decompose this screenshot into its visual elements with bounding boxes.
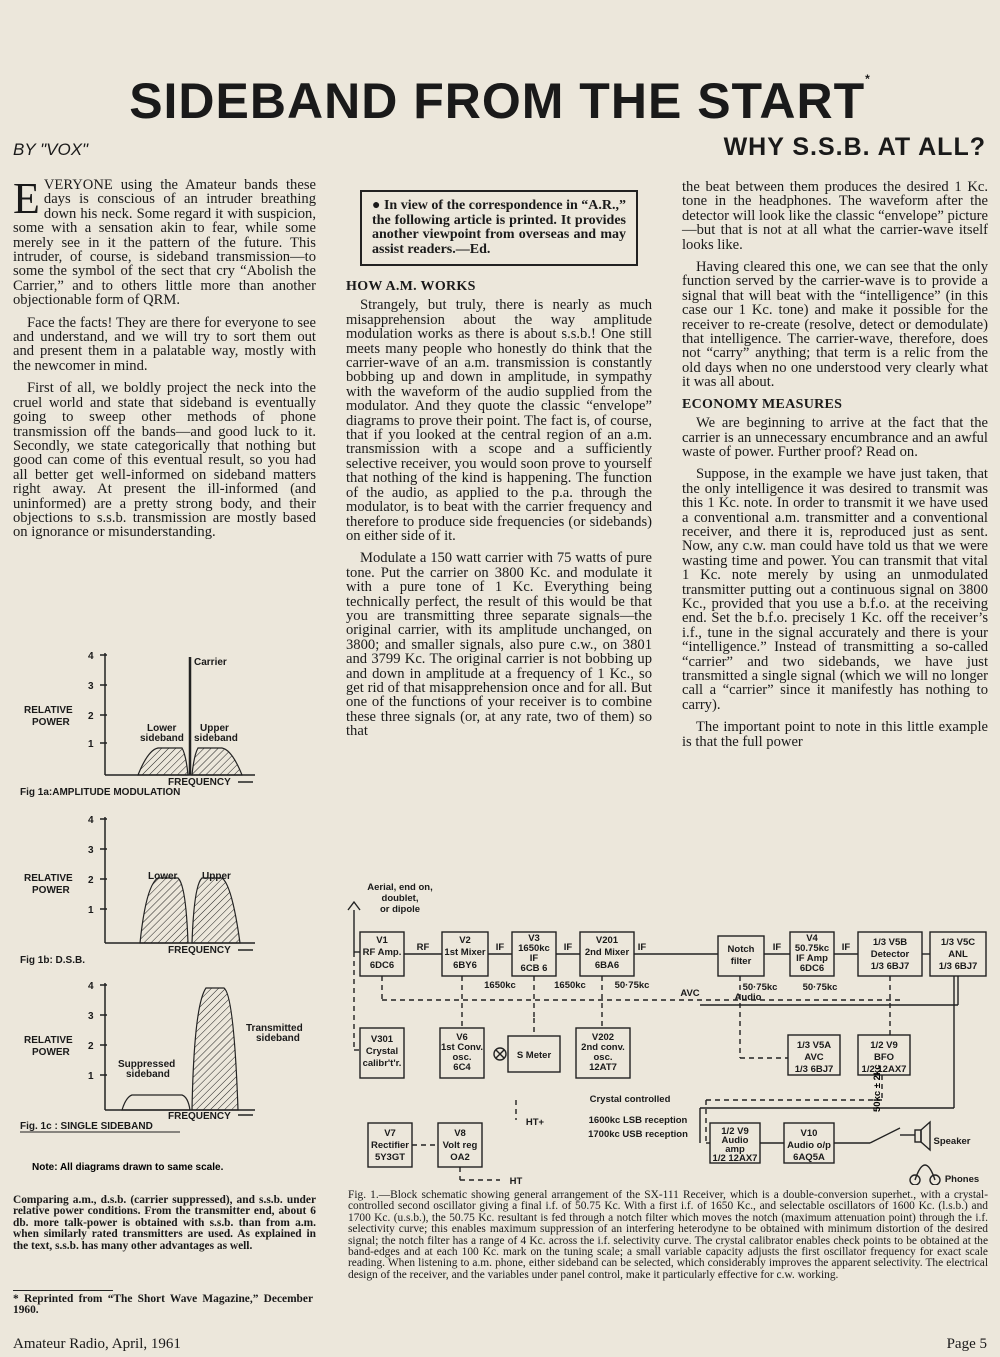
footer-page-number: Page 5 [946, 1336, 987, 1352]
block-v7: V7 [384, 1128, 396, 1139]
tick-label: 1 [88, 739, 94, 750]
svg-text:1st Mixer: 1st Mixer [444, 947, 486, 958]
axis-label: POWER [32, 717, 70, 728]
transmitted-label: sideband [256, 1033, 300, 1044]
column-3 [682, 180, 988, 757]
column-2 [346, 190, 652, 747]
svg-text:RF: RF [416, 942, 430, 953]
usb-label: 1700kc USB reception [588, 1129, 688, 1140]
svg-text:1/2 12AX7: 1/2 12AX7 [861, 1064, 907, 1075]
block-v4: V4 [806, 933, 818, 944]
svg-text:IF: IF [772, 942, 782, 953]
block-v202: V202 [591, 1032, 615, 1043]
svg-text:1/2 12AX7: 1/2 12AX7 [712, 1153, 758, 1164]
byline: BY "VOX" [13, 140, 89, 159]
figure-caption: Fig. 1.—Block schematic showing general arrangement of the SX-111 Receiver, which is a double-conversion superhet., with a crystal-controlled second oscillator giving a final i.f. of 50.75 Kc. With a first i.f. of 1650 Kc., and selectable oscillators of 1600 Kc. (l.s.b.) and 1700 Kc. (u.s.b.), the 50.75 Kc. resultant is fed through a notch filter which moves the notch (maximum attenuation point) through the i.f. selectivity curve; this enables maximum suppression of an interfering heterodyne to be obtained with minimum distortion of the desired signal; the notch filter has a range of 4 Kc. across the i.f. selectivity curve. The crystal calibrator enables check points to be obtained at the band-edges and at each 100 Kc. mark on the tuning scale; a small variable capacity adjusts the first oscillator frequency for exact scale reading. When listening to a.m. phone, either sideband can be selected, which considerably improves the apparent selectivity. The electrical design of the receiver, and the variables under panel control, make it particularly effective for c.w. working. [348, 1189, 988, 1281]
svg-text:2nd conv.: 2nd conv. [581, 1042, 625, 1053]
svg-text:1650kc: 1650kc [518, 943, 550, 954]
upper-label: Upper [202, 871, 231, 882]
paragraph: EVERYONE using the Amateur bands these days is conscious of an intruder breathing down his neck. Some regard it with suspicion, some with a sensation akin to fear, while some merely see in it the pattern of the future. This intruder, of course, is sideband transmission—to some the symbol of the sect that cry “Abolish the Carrier,” and to others little more than another objectionable form of QRM. [13, 174, 316, 309]
svg-text:1650kc: 1650kc [484, 980, 516, 991]
svg-text:AVC: AVC [804, 1052, 824, 1063]
svg-text:OA2: OA2 [450, 1152, 470, 1163]
lower-label: sideband [140, 733, 184, 744]
section-heading: ECONOMY MEASURES [682, 396, 843, 412]
block-v9-audio: 1/2 V9 [721, 1126, 749, 1137]
drop-cap: E [13, 174, 40, 223]
transmitted-label: Transmitted [246, 1023, 303, 1034]
svg-text:2nd Mixer: 2nd Mixer [584, 947, 630, 958]
svg-text:6C4: 6C4 [453, 1062, 471, 1073]
svg-text:6DC6: 6DC6 [799, 963, 825, 974]
block-v9-bfo: 1/2 V9 [870, 1040, 898, 1051]
block-v201: V201 [595, 935, 619, 946]
htplus-label: HT+ [525, 1117, 545, 1128]
footer-publication: Amateur Radio, April, 1961 [13, 1336, 181, 1352]
axis-label: RELATIVE [24, 705, 73, 716]
svg-text:4: 4 [88, 815, 94, 826]
svg-text:amp: amp [725, 1144, 745, 1155]
svg-text:IF: IF [563, 942, 573, 953]
bfo-frequency-label: 50kc ± 2kc [872, 1064, 883, 1112]
sideband-figures [10, 645, 330, 1185]
column-1 [13, 174, 316, 548]
svg-text:3: 3 [88, 845, 94, 856]
svg-text:Detector: Detector [870, 949, 910, 960]
paragraph: Suppose, in the example we have just taken, that the only intelligence it was desired to transmit was this 1 Kc. note. In order to transmit it we have used a conventional a.m. transmitter and a conventional receiver, and there it is, reproduced just as sent. Now, any c.w. man could have told us that we were wasting time and power. You can transmit that vital 1 Kc. note merely by using an unmodulated transmitter putting out a continuous signal on 3800 Kc., provided that you use a b.f.o. at the receiving end. Set the b.f.o. precisely 1 Kc. off the receiver’s i.f., tune in the signal accurately and there is your “intelligence.” Instead of transmitting a so-called “carrier” and two sidebands, we have just transmitted a single signal (which we will no longer call a “carrier” since it manifestly has nothing to carry). [682, 466, 988, 713]
frequency-label: FREQUENCY [168, 777, 231, 788]
tick-label: 3 [88, 681, 94, 692]
svg-text:50·75kc: 50·75kc [742, 982, 778, 993]
block-v10: V10 [800, 1128, 818, 1139]
svg-text:1/3 6BJ7: 1/3 6BJ7 [870, 961, 910, 972]
aerial-label: Aerial, end on, [367, 882, 433, 893]
svg-text:RF Amp.: RF Amp. [362, 947, 402, 958]
paragraph: Strangely, but truly, there is nearly as much misapprehension about the way amplitude modulation works as there is about s.s.b.! One still meets many people who honestly do think that the carrier-wave of an a.m. transmission is constantly bobbing up and down in amplitude, in sympathy with the waveform of the audio supplied from the modulator. And they quote the classic “envelope” diagrams to prove their point. The fact is, of course, that if you looked at the central region of an a.m. transmission with a scope and a sufficiently selective receiver, you would soon prove to yourself that nothing of the kind is happening. The function of the audio, as applied to the p.a. through the modulator, is to beat with the carrier frequency and therefore to produce side frequencies (or sidebands) on either side of it. [346, 297, 652, 544]
svg-text:osc.: osc. [593, 1052, 613, 1063]
svg-text:1650kc: 1650kc [554, 980, 586, 991]
tick-label: 2 [88, 711, 94, 722]
axis-label: RELATIVE [24, 1035, 73, 1046]
frequency-label: FREQUENCY [168, 1111, 231, 1122]
svg-text:filter: filter [730, 956, 752, 967]
block-v6: V6 [456, 1032, 468, 1043]
svg-text:6AQ5A: 6AQ5A [793, 1152, 825, 1163]
paragraph: Having cleared this one, we can see that the only function served by the carrier-wave is to provide a signal that will beat with the “intelligence” (in this case our 1 Kc. tone) and make it possible for the receiver to re-create (resolve, detect or demodulate) that intelligence. The carrier-wave, therefore, does not “carry” anything; that term is a relic from the old days when no one understood very clearly what it was all about. [682, 259, 988, 391]
reprint-note: * Reprinted from “The Short Wave Magazine,” December 1960. [13, 1293, 313, 1317]
svg-text:IF: IF [495, 942, 505, 953]
svg-text:IF: IF [637, 942, 647, 953]
svg-text:doublet,: doublet, [381, 893, 419, 904]
fig-caption: Fig 1b: D.S.B. [20, 955, 85, 966]
lower-label: Lower [147, 723, 177, 734]
svg-text:5Y3GT: 5Y3GT [374, 1152, 406, 1163]
svg-text:1st Conv.: 1st Conv. [440, 1042, 484, 1053]
svg-text:3: 3 [88, 1011, 94, 1022]
paragraph: the beat between them produces the desired 1 Kc. tone in the headphones. The waveform after the detector will look like the classic “envelope” picture—but that is not at all what the carrier-wave itself looks like. [682, 179, 988, 253]
svg-text:calibr't'r.: calibr't'r. [362, 1058, 402, 1069]
block-v5b: 1/3 V5B [872, 937, 908, 948]
svg-text:Audio: Audio [721, 1135, 749, 1146]
axis-label: POWER [32, 885, 70, 896]
block-v2: V2 [459, 935, 471, 946]
svg-text:50·75kc: 50·75kc [802, 982, 838, 993]
crystal-label: Crystal controlled [589, 1094, 671, 1105]
block-v301: V301 [370, 1034, 394, 1045]
carrier-label: Carrier [194, 657, 227, 668]
svg-text:12AT7: 12AT7 [589, 1062, 617, 1073]
svg-text:1/3 6BJ7: 1/3 6BJ7 [938, 961, 978, 972]
block-v1: V1 [376, 935, 388, 946]
frequency-label: FREQUENCY [168, 945, 231, 956]
lower-label: Lower [148, 871, 178, 882]
paragraph: Modulate a 150 watt carrier with 75 watts of pure tone. Put the carrier on 3800 Kc. and modulate it with a pure tone of 1 Kc. Everything being technically perfect, the result of this would be that you are transmitting three separate signals—the original carrier, with its amplitude unchanged, on 3800; and smaller signals, also pure c.w., on 3801 and 3799 Kc. The original carrier is not bobbing up and down in amplitude at a frequency of 1 Kc., so get rid of that misapprehension once and for all. But one of the functions of your receiver is to combine these three signals (or, at any rate, two of them) so that [346, 550, 652, 740]
figures-note: Note: All diagrams drawn to same scale. [32, 1162, 224, 1173]
svg-text:1: 1 [88, 905, 94, 916]
avc-label: AVC [680, 988, 700, 999]
svg-text:50·75kc: 50·75kc [614, 980, 650, 991]
block-v5c: 1/3 V5C [940, 937, 976, 948]
paragraph: The important point to note in this little example is that the full power [682, 719, 988, 750]
svg-text:4: 4 [88, 981, 94, 992]
svg-text:IF: IF [841, 942, 851, 953]
upper-label: sideband [194, 733, 238, 744]
svg-text:50.75kc: 50.75kc [794, 943, 830, 954]
svg-text:IF: IF [529, 953, 539, 964]
suppressed-label: Suppressed [118, 1059, 176, 1070]
axis-label: POWER [32, 1047, 70, 1058]
svg-text:6BY6: 6BY6 [453, 960, 477, 971]
divider [13, 1290, 113, 1291]
block-v3: V3 [528, 933, 540, 944]
receiver-schematic [340, 880, 995, 1185]
phones-label: Phones [944, 1174, 980, 1185]
block-v5a: 1/3 V5A [796, 1040, 832, 1051]
section-subhead: WHY S.S.B. AT ALL? [723, 133, 986, 161]
figures-caption: Comparing a.m., d.s.b. (carrier suppressed), and s.s.b. under relative power conditions. From the transmitter end, about 6 db. more talk-power is obtained with s.s.b. than from a.m. when similarly rated transmitters are used. As explained in the text, s.s.b. has many other advantages as well. [13, 1194, 316, 1252]
block-notch: Notch [727, 944, 755, 955]
svg-text:6DC6: 6DC6 [369, 960, 395, 971]
svg-text:1: 1 [88, 1071, 94, 1082]
svg-text:1/3 6BJ7: 1/3 6BJ7 [794, 1064, 834, 1075]
block-smeter: S Meter [516, 1050, 552, 1061]
article-title: SIDEBAND FROM THE START* [129, 72, 871, 129]
svg-text:ANL: ANL [948, 949, 968, 960]
svg-text:Volt reg: Volt reg [442, 1140, 478, 1151]
svg-text:osc.: osc. [452, 1052, 472, 1063]
svg-text:IF Amp: IF Amp [796, 953, 828, 964]
paragraph: First of all, we boldly project the neck into the cruel world and state that sideband is eventually going to sweep other methods of phone transmission off the bands—and good luck to it. Secondly, we state categorically that nothing but good can come of this eventual result, so you had all better get well-informed on sideband matters right away. At present the ill-informed (and uninformed) are a pretty strong body, and their objections to s.s.b. transmission are mostly based on ignorance or misunderstanding. [13, 380, 316, 541]
axis-label: RELATIVE [24, 873, 73, 884]
svg-text:or dipole: or dipole [379, 904, 421, 915]
svg-text:Audio o/p: Audio o/p [787, 1140, 831, 1151]
lsb-label: 1600kc LSB reception [588, 1115, 688, 1126]
svg-text:Rectifier: Rectifier [370, 1140, 410, 1151]
paragraph: Face the facts! They are there for everyone to see and understand, and we will try to sort them out and present them in a palatable way, mostly with the newcomer in mind. [13, 314, 316, 374]
svg-text:BFO: BFO [873, 1052, 895, 1063]
fig-caption: Fig 1a:AMPLITUDE MODULATION [20, 787, 181, 798]
editor-note: ● In view of the correspondence in “A.R.,” the following article is printed. It provides another viewpoint from overseas and may assist readers.—Ed. [360, 190, 638, 266]
svg-text:2: 2 [88, 875, 94, 886]
svg-text:6CB 6: 6CB 6 [520, 963, 548, 974]
fig-caption: Fig. 1c : SINGLE SIDEBAND [20, 1121, 153, 1132]
suppressed-label: sideband [126, 1069, 170, 1080]
ht-label: HT [509, 1176, 523, 1185]
svg-text:Crystal: Crystal [365, 1046, 399, 1057]
svg-text:6BA6: 6BA6 [594, 960, 620, 971]
audio-label: Audio [734, 992, 762, 1003]
section-heading: HOW A.M. WORKS [346, 279, 476, 294]
paragraph: We are beginning to arrive at the fact that the carrier is an unnecessary encumbrance and an awful waste of power. Further proof? Read on. [682, 415, 988, 460]
upper-label: Upper [200, 723, 229, 734]
speaker-label: Speaker [933, 1136, 971, 1147]
tick-label: 4 [88, 651, 94, 662]
block-v8: V8 [454, 1128, 466, 1139]
svg-text:2: 2 [88, 1041, 94, 1052]
